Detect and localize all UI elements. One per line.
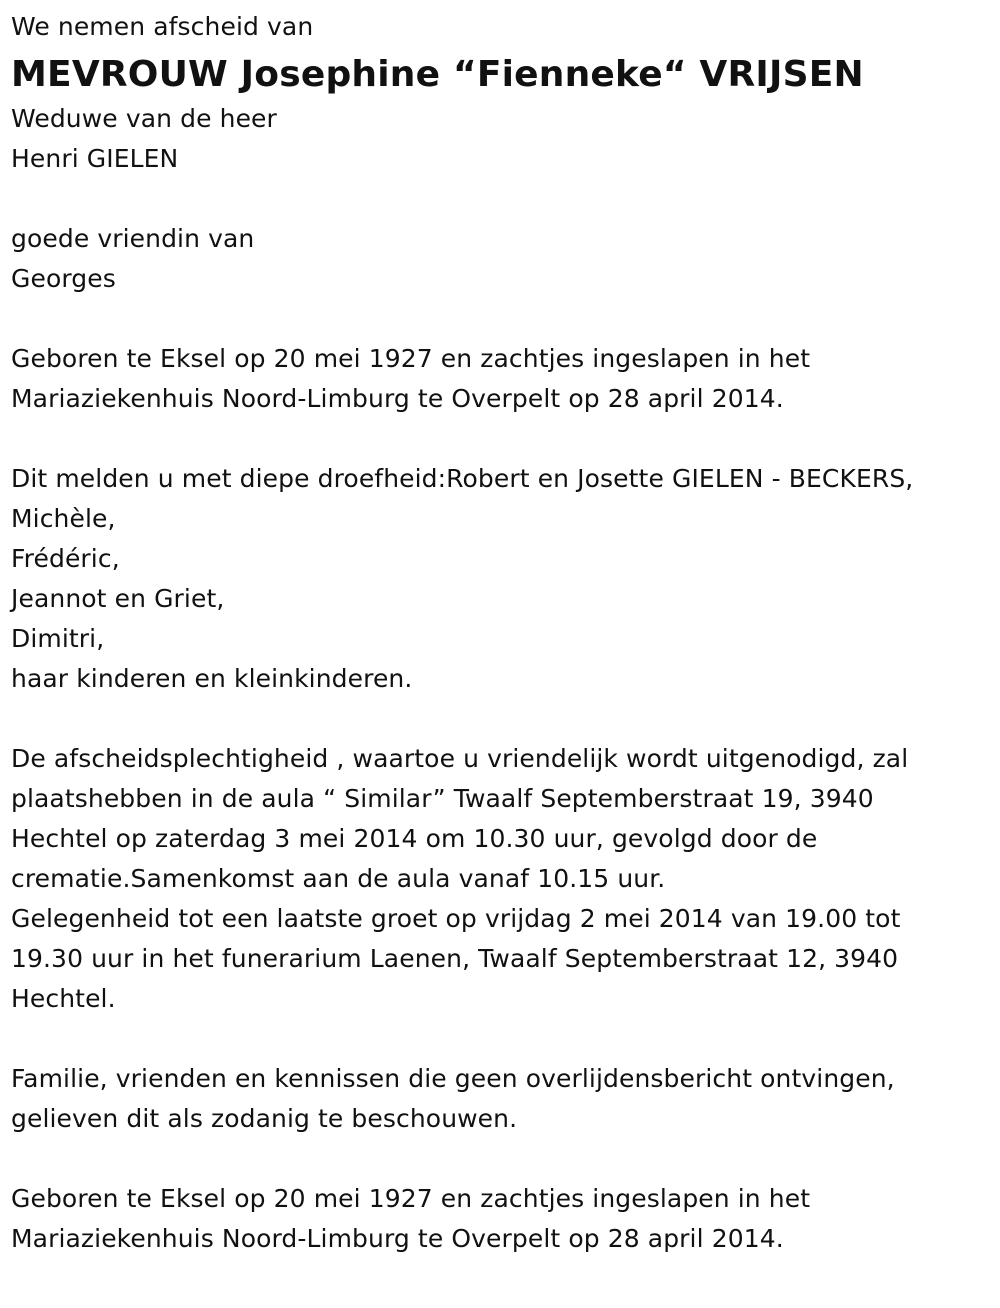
family-line: Michèle,	[11, 504, 116, 533]
spacer	[11, 419, 1000, 459]
notice-line: Familie, vrienden en kennissen die geen overlijdensbericht ontvingen,	[11, 1064, 895, 1093]
spacer	[11, 1139, 1000, 1179]
ceremony-line: Hechtel op zaterdag 3 mei 2014 om 10.30 uur, gevolgd door de	[11, 824, 818, 853]
intro-text: We nemen afscheid van	[11, 12, 314, 41]
spouse-block	[11, 99, 1000, 179]
ceremony-line: 19.30 uur in het funerarium Laenen, Twaalf Septemberstraat 12, 3940	[11, 944, 899, 973]
spacer	[11, 1019, 1000, 1059]
ceremony-block	[11, 739, 1000, 1019]
ceremony-line: plaatshebben in de aula “ Similar” Twaalf Septemberstraat 19, 3940	[11, 784, 874, 813]
ceremony-line: De afscheidsplechtigheid , waartoe u vriendelijk wordt uitgenodigd, zal	[11, 744, 909, 773]
friend-name: Georges	[11, 264, 116, 293]
birth-repeat-line: Mariaziekenhuis Noord-Limburg te Overpelt op 28 april 2014.	[11, 1224, 784, 1253]
birth-line: Mariaziekenhuis Noord-Limburg te Overpelt op 28 april 2014.	[11, 384, 784, 413]
family-line: Dimitri,	[11, 624, 105, 653]
notice-line: gelieven dit als zodanig te beschouwen.	[11, 1104, 518, 1133]
family-line: Frédéric,	[11, 544, 120, 573]
ceremony-line: crematie.Samenkomst aan de aula vanaf 10.15 uur.	[11, 864, 666, 893]
friend-line: goede vriendin van	[11, 224, 255, 253]
family-line: Jeannot en Griet,	[11, 584, 225, 613]
spouse-line: Weduwe van de heer	[11, 104, 277, 133]
birth-line: Geboren te Eksel op 20 mei 1927 en zachtjes ingeslapen in het	[11, 344, 811, 373]
spacer	[11, 699, 1000, 739]
family-line: Dit melden u met diepe droefheid:Robert en Josette GIELEN - BECKERS,	[11, 464, 914, 493]
ceremony-line: Hechtel.	[11, 984, 116, 1013]
birth-block	[11, 339, 1000, 419]
spacer	[11, 179, 1000, 219]
spouse-name: Henri GIELEN	[11, 144, 179, 173]
family-line: haar kinderen en kleinkinderen.	[11, 664, 413, 693]
birth-repeat-block	[11, 1179, 1000, 1259]
ceremony-line: Gelegenheid tot een laatste groet op vrijdag 2 mei 2014 van 19.00 tot	[11, 904, 901, 933]
family-block	[11, 459, 1000, 699]
spacer	[11, 299, 1000, 339]
birth-repeat-line: Geboren te Eksel op 20 mei 1927 en zachtjes ingeslapen in het	[11, 1184, 811, 1213]
friend-block	[11, 219, 1000, 299]
deceased-name: MEVROUW Josephine “Fienneke“ VRIJSEN	[11, 54, 864, 95]
notice-block	[11, 1059, 1000, 1139]
